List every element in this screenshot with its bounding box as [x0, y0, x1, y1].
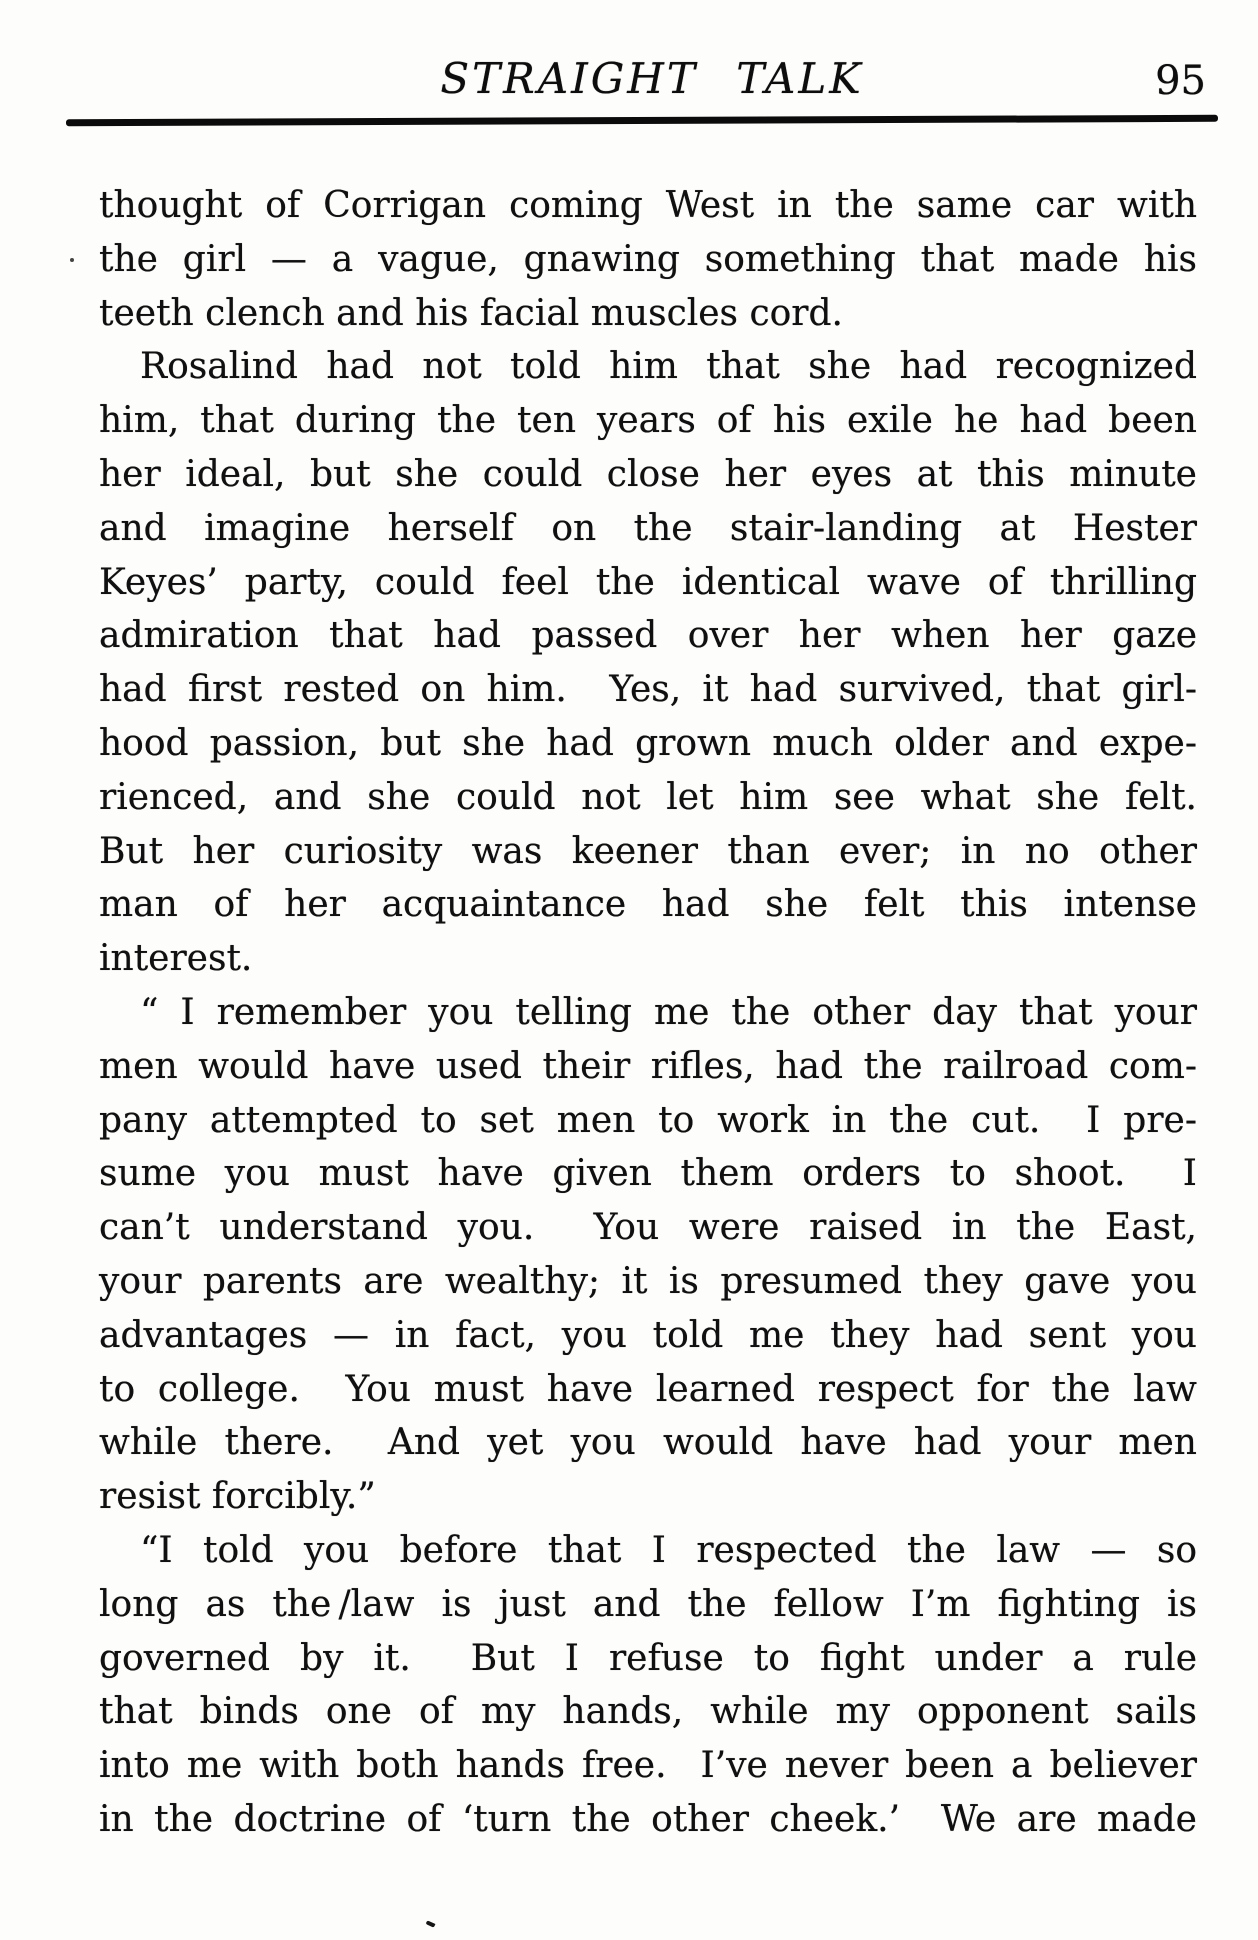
text-line: thought of Corrigan coming West in the same car with [99, 185, 1197, 226]
text-line: But her curiosity was keener than ever; in no other [99, 830, 1197, 872]
text-line: while there. And yet you would have had your men [99, 1422, 1197, 1464]
text-line: advantages — in fact, you told me they had sent you [99, 1314, 1197, 1356]
text-line: rienced, and she could not let him see what she felt. [99, 776, 1197, 818]
ink-speck [70, 258, 74, 262]
text-line: admiration that had passed over her when her gaze [99, 615, 1197, 657]
text-line: governed by it. But I refuse to fight under a rule [99, 1637, 1197, 1679]
text-line: and imagine herself on the stair-landing at Hester [99, 507, 1197, 549]
page-body [99, 179, 1197, 1847]
text-line: men would have used their rifles, had the railroad com- [99, 1045, 1197, 1087]
text-line: to college. You must have learned respect for the law [99, 1368, 1197, 1410]
text-line: long as the /law is just and the fellow I’m fighting is [99, 1583, 1197, 1625]
text-line: can’t understand you. You were raised in the East, [99, 1207, 1197, 1249]
paragraph [99, 179, 1197, 340]
paragraph [99, 340, 1197, 986]
header-rule [66, 115, 1218, 126]
text-line: into me with both hands free. I’ve never been a believer [99, 1745, 1197, 1787]
ink-speck [426, 1920, 436, 1927]
page-number: 95 [1155, 58, 1206, 104]
text-line: “ I remember you telling me the other day that your [140, 991, 1197, 1033]
text-line: in the doctrine of ‘turn the other cheek.’ We are made [99, 1798, 1197, 1840]
text-line: your parents are wealthy; it is presumed they gave you [99, 1260, 1197, 1302]
paragraph [99, 1524, 1197, 1847]
text-line: interest. [99, 938, 253, 980]
text-line: her ideal, but she could close her eyes at this minute [99, 453, 1197, 495]
text-line: had first rested on him. Yes, it had survived, that girl- [99, 669, 1197, 711]
text-line: “I told you before that I respected the law — so [140, 1529, 1197, 1571]
running-title: STRAIGHT TALK [440, 54, 864, 103]
text-line: teeth clench and his facial muscles cord. [99, 292, 843, 334]
text-line: him, that during the ten years of his exile he had been [99, 400, 1197, 442]
text-line: sume you must have given them orders to shoot. I [99, 1153, 1197, 1195]
text-line: that binds one of my hands, while my opponent sails [99, 1691, 1197, 1733]
text-line: Keyes’ party, could feel the identical wave of thrilling [99, 561, 1197, 603]
text-line: man of her acquaintance had she felt this intense [99, 884, 1197, 926]
text-line: pany attempted to set men to work in the cut. I pre- [99, 1099, 1197, 1141]
text-line: hood passion, but she had grown much older and expe- [99, 722, 1197, 764]
text-line: resist forcibly.” [99, 1476, 376, 1518]
text-line: the girl — a vague, gnawing something that made his [99, 238, 1197, 280]
text-line: Rosalind had not told him that she had recognized [140, 346, 1197, 388]
paragraph [99, 986, 1197, 1524]
